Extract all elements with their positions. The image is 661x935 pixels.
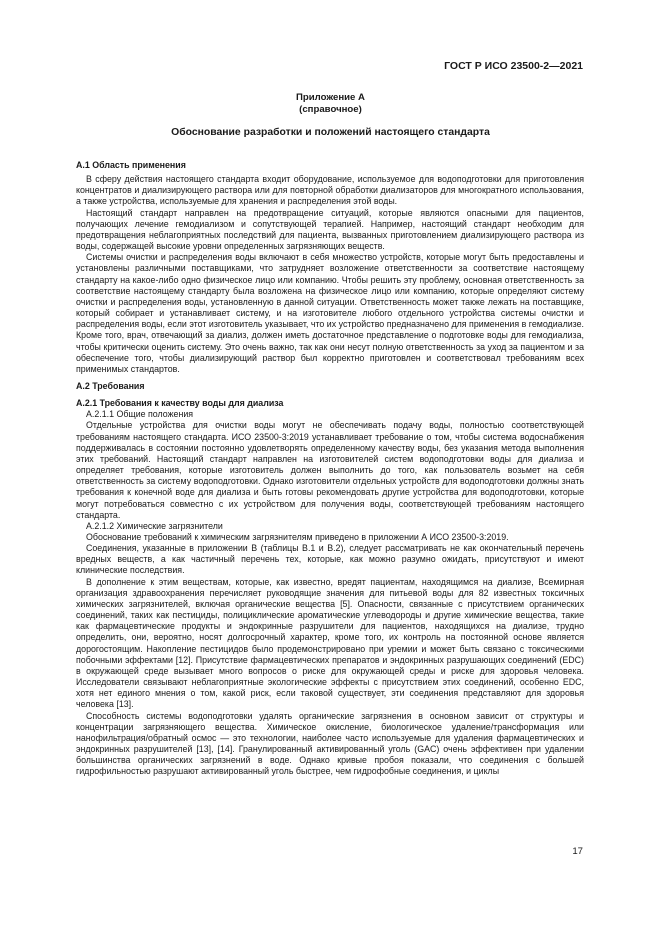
annex-heading (0, 92, 661, 116)
paragraph: Настоящий стандарт направлен на предотвращение ситуаций, которые являются опасными для пациентов, получающих лечение гемодиализом и сопутствующей терапией. Например, настоящий стандарт необходим для предотвращения неблагоприятных последствий для пациента, вызванных приготовлением диализирующего раствора из воды, содержащей высокие уровни определенных загрязняющих веществ. (76, 207, 584, 252)
paragraph: Обоснование требований к химическим загрязнителям приведено в приложении А ИСО 23500-3:2019. (86, 532, 509, 542)
paragraph: Соединения, указанные в приложении В (таблицы В.1 и В.2), следует рассматривать не как окончательный перечень вредных веществ, а как частичный перечень тех, которые, как можно разумно ожидать, присутствуют и имеют клинические последствия. (76, 543, 584, 576)
annex-title: Приложение А (296, 92, 365, 103)
paragraph: В сферу действия настоящего стандарта входит оборудование, используемое для водоподготовки для приготовления концентратов и диализирующего раствора или для повторной обработки диализаторов для многократного использования, а также устройства, используемые для хранения и распределения этой воды. (76, 174, 584, 207)
paragraph: Способность системы водоподготовки удалять органические загрязнения в основном зависит от структуры и концентрации загрязняющего вещества. Химическое окисление, биологическое удаление/трансформация или нанофильтрация/обратный осмос — это технологии, наиболее часто используемые для удаления фармацевтических и эндокринных разрушителей [13], [14]. Гранулированный активированный уголь (GAC) очень эффективен при удалении большинства органических загрязнений в воде. Однако кривые пробоя показали, что соединения с большей гидрофильностью разрушают активированный уголь быстрее, чем гидрофобные соединения, и циклы (76, 710, 584, 777)
paragraph: Отдельные устройства для очистки воды могут не обеспечивать подачу воды, полностью соответствующей требованиям настоящего стандарта. ИСО 23500-3:2019 устанавливает требование о том, чтобы система водоснабжения поддерживалась в состоянии постоянно удовлетворять определенному качеству воды, без указания метода выполнения этих требований. Настоящий стандарт направлен на изготовителей систем водоподготовки воды для диализа и определяет требования, которые изготовитель должен выполнить до того, как пользователь возьмет на себя ответственность за систему водоподготовки. Однако изготовители отдельных устройств для водоподготовки должны знать требования к конечной воде для диализа и быть готовы рекомендовать другие устройства для водоподготовки, которые могут потребоваться совместно с их устройством для получения воды, соответствующей требованиям настоящего стандарта. (76, 420, 584, 520)
section-a2-heading: А.2 Требования (76, 380, 145, 391)
paragraph: Системы очистки и распределения воды включают в себя множество устройств, которые могут быть предоставлены и установлены различными поставщиками, что затрудняет возложение ответственности за соответствие настоящему стандарту на какое-либо одно физическое лицо или компанию. Чтобы решить эту проблему, основная ответственность за соответствие настоящему стандарту была возложена на физическое лицо или компанию, которые определяют систему очистки и распределения воды, установленную в данной ситуации. Ответственность может также лежать на поставщике, который собирает и устанавливает систему, и на изготовителе любого отдельного устройства системы очистки и распределения воды, если этот изготовитель указывает, что их устройство предназначено для применения в гемодиализе. Кроме того, врач, отвечающий за диализ, должен иметь достаточное представление о подготовке воды для гемодиализа, чтобы критически оценить систему. Это очень важно, так как они несут полную ответственность за уход за пациентом и за обеспечение того, чтобы диализирующий раствор был корректно приготовлен и соответствовал требованиям всех применимых стандартов. (76, 252, 584, 374)
section-a1-heading: А.1 Область применения (76, 160, 186, 170)
document-body (76, 160, 584, 777)
section-a21-heading: А.2.1 Требования к качеству воды для диализа (76, 398, 284, 409)
standard-designation: ГОСТ Р ИСО 23500-2—2021 (444, 60, 583, 72)
paragraph: В дополнение к этим веществам, которые, как известно, вредят пациентам, находящимся на диализе, Всемирная организация здравоохранения перечисляет руководящие значения для питьевой воды для 82 известных токсичных химических загрязнителей, включая органические вещества [5]. Опасности, связанные с присутствием органических соединений, таких как пестициды, полициклические ароматические углеводороды и другие химические вещества, такие как фармацевтические продукты и эндокринные разрушители для пациентов, находящихся на диализе, трудно определить, они, вероятно, носят долгосрочный характер, кроме того, их контроль на постоянной основе является дорогостоящим. Накопление пестицидов было продемонстрировано при уремии и может быть связано с токсическими побочными эффектами [12]. Присутствие фармацевтических препаратов и эндокринных разрушающих соединений (EDC) в окружающей среде вызывает много вопросов о риске для окружающей среды и риске для здоровья человека. Исследователи связывают неблагоприятные экологические эффекты с присутствием этих соединений, особенно EDC, хотя нет единого мнения о том, какой риск, если таковой существует, эти соединения представляют для здоровья человека [13]. (76, 576, 584, 710)
subsection-a211-title: А.2.1.1 Общие положения (86, 409, 194, 420)
page-number: 17 (572, 846, 583, 857)
subsection-a212-title: А.2.1.2 Химические загрязнители (86, 520, 223, 531)
annex-kind: (справочное) (299, 104, 362, 115)
document-title: Обоснование разработки и положений настоящего стандарта (171, 127, 490, 138)
